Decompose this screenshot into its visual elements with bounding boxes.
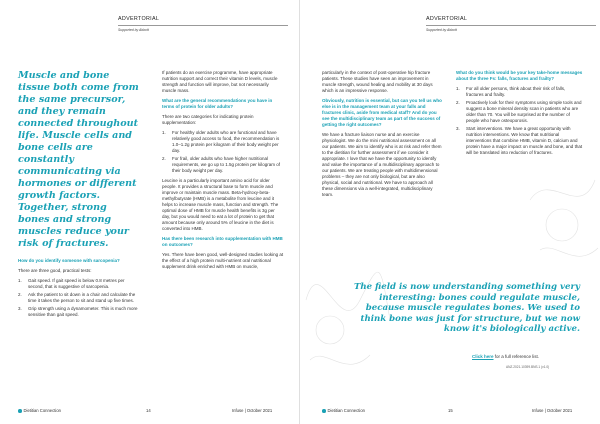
section-heading: What are the general recommendations you have in terms of protein for older adults? bbox=[162, 98, 273, 109]
footer-brand-text: Dietitian Connection bbox=[327, 408, 365, 413]
list-number: 3. bbox=[456, 126, 460, 131]
list-text: For frail, older adults who have higher nutritional requirements, we go up to 1.5g protein per kilogram of their body weight per day. bbox=[172, 156, 281, 173]
footer-brand-text: Dietitian Connection bbox=[23, 408, 61, 413]
footer-brand bbox=[322, 408, 365, 413]
list-text: Grip strength using a dynamometer. This is much more sensitive than gait speed. bbox=[28, 306, 138, 317]
list-item bbox=[162, 156, 284, 174]
paragraph: Leucine is a particularly important amino acid for older people. It provides a structural base to form muscle and improve or maintain muscle mass. Beta-hydroxy-beta-methylbutyrate (HMB) is a metabolite from leucine and it helps to increase muscle mass, function and strength. The optimal dose of HMB for muscle health benefits is 3g per day, but you would need to eat a lot of protein to get that amount because only around 5% of leucine in the diet is converted into HMB. bbox=[162, 178, 279, 231]
list-item bbox=[162, 130, 284, 154]
document-code: ANZ.2021.10399.BNS.1 (v1.0) bbox=[506, 365, 550, 369]
reference-link[interactable]: Click here bbox=[472, 354, 494, 359]
list-item bbox=[456, 100, 584, 124]
header-divider bbox=[426, 25, 596, 26]
paragraph: Yes. There have been good, well-designed studies looking at the effect of a high protein multi-nutrient oral nutritional supplement drink enriched with HMB on muscle, bbox=[162, 252, 284, 269]
list-item bbox=[456, 126, 584, 156]
issue-label: Infuse | October 2021 bbox=[532, 408, 573, 413]
paragraph: If patients do an exercise programme, have appropriate nutrition support and correct their vitamin D levels, muscle strength and function will improve, but not necessarily muscle mass. bbox=[162, 70, 278, 93]
brand-dot-icon bbox=[322, 409, 326, 413]
list-number: 2. bbox=[456, 100, 460, 105]
list-text: Ask the patient to sit down in a chair and calculate the time it takes the person to sit and stand up five times. bbox=[28, 292, 136, 303]
tests-list bbox=[18, 278, 140, 318]
issue-label: Infuse | October 2021 bbox=[232, 408, 273, 413]
right-column bbox=[456, 70, 584, 160]
page-number: 14 bbox=[146, 408, 151, 413]
left-column bbox=[18, 258, 140, 322]
list-item bbox=[18, 292, 140, 304]
paragraph: particularly in the context of post-operative hip fracture patients. These studies have seen an improvement in muscle strength, wound healing and mobility at 30 days which is an impressive response. bbox=[322, 70, 433, 93]
right-column bbox=[162, 70, 284, 274]
supported-by: Supported by Abbott bbox=[426, 28, 457, 32]
pull-quote: The field is now understanding something very interesting: bones could regulate muscle, because muscle regulates bones. We used to think bone was just for structure, but we now know it's biologically active. bbox=[353, 282, 580, 334]
paragraph: There are three good, practical tests: bbox=[18, 268, 92, 273]
list-text: Start interventions. We have a great opportunity with nutrition interventions. We know that nutritional interventions that combine HMB, vitamin D, calcium and protein have a major impact on muscle and bone, and that will be translated into reduction of fractures. bbox=[466, 126, 583, 155]
list-number: 3. bbox=[18, 306, 22, 311]
section-heading: Obviously, nutrition is essential, but can you tell us who else is in the management team at your falls and fractures clinic, aside from medical staff? And do you see the multidisciplinary team as part of the success of getting the right outcomes? bbox=[322, 98, 442, 127]
reference-note bbox=[472, 354, 539, 359]
list-text: For healthy older adults who are functional and have relatively good access to food, the recommendation is 1.0–1.2g protein per kilogram of their body weight per day. bbox=[172, 130, 280, 153]
list-text: Gait speed. If gait speed is below 0.8 metres per second, that is suggestive of sarcopenia. bbox=[28, 278, 125, 289]
takeaway-list bbox=[456, 86, 584, 156]
list-text: For all older persons, think about their risk of falls, fractures and frailty. bbox=[466, 86, 566, 97]
list-number: 1. bbox=[162, 130, 166, 135]
protein-list bbox=[162, 130, 284, 174]
list-number: 2. bbox=[18, 292, 22, 297]
list-number: 1. bbox=[456, 86, 460, 91]
page-number: 15 bbox=[448, 408, 453, 413]
list-item bbox=[18, 278, 140, 290]
list-text: Proactively look for their symptoms using simple tools and suggest a bone mineral density scan in patients who are older than 70. You will be surprised at the number of people who have osteoporosis. bbox=[466, 100, 582, 123]
list-item bbox=[18, 306, 140, 318]
section-heading: How do you identify someone with sarcopenia? bbox=[18, 258, 120, 263]
list-item bbox=[456, 86, 584, 98]
list-number: 1. bbox=[18, 278, 22, 283]
section-heading: What do you think would be your key take-home messages about the three Fs: falls, fractures and frailty? bbox=[456, 70, 583, 81]
supported-by: Supported by Abbott bbox=[118, 28, 149, 32]
advertorial-label: ADVERTORIAL bbox=[118, 16, 160, 22]
footer-brand bbox=[18, 408, 61, 413]
left-column bbox=[322, 70, 442, 202]
section-heading: Has there been research into supplementation with HMB on outcomes? bbox=[162, 236, 283, 247]
decorative-line-art bbox=[300, 0, 600, 424]
list-number: 2. bbox=[162, 156, 166, 161]
right-page bbox=[300, 0, 600, 424]
reference-text: for a full reference list. bbox=[493, 354, 540, 359]
paragraph: There are two categories for indicating protein supplementation: bbox=[162, 114, 254, 125]
advertorial-label: ADVERTORIAL bbox=[426, 16, 468, 22]
paragraph: We have a fracture liaison nurse and an exercise physiologist. We do the mini nutritional assessment on all our patients. We aim to identify who is at risk and refer them to the dietitian for further assessment if we consider it appropriate. I love that we have the opportunity to identify and value the importance of a multidisciplinary approach to our patients. We are treating people with multidimensional problems – they are not only biological, but are also physical, social and nutritional. We have to approach all these dimensions via a well-integrated, multidisciplinary team. bbox=[322, 132, 442, 197]
header-divider bbox=[118, 25, 288, 26]
brand-dot-icon bbox=[18, 409, 22, 413]
pull-quote: Muscle and bone tissue both come from the same precursor, and they remain connected throughout life. Muscle cells and bone cells are constantly communicating via hormones or different growth factors. Together, strong bones and strong muscles reduce your risk of fractures. bbox=[18, 70, 139, 249]
